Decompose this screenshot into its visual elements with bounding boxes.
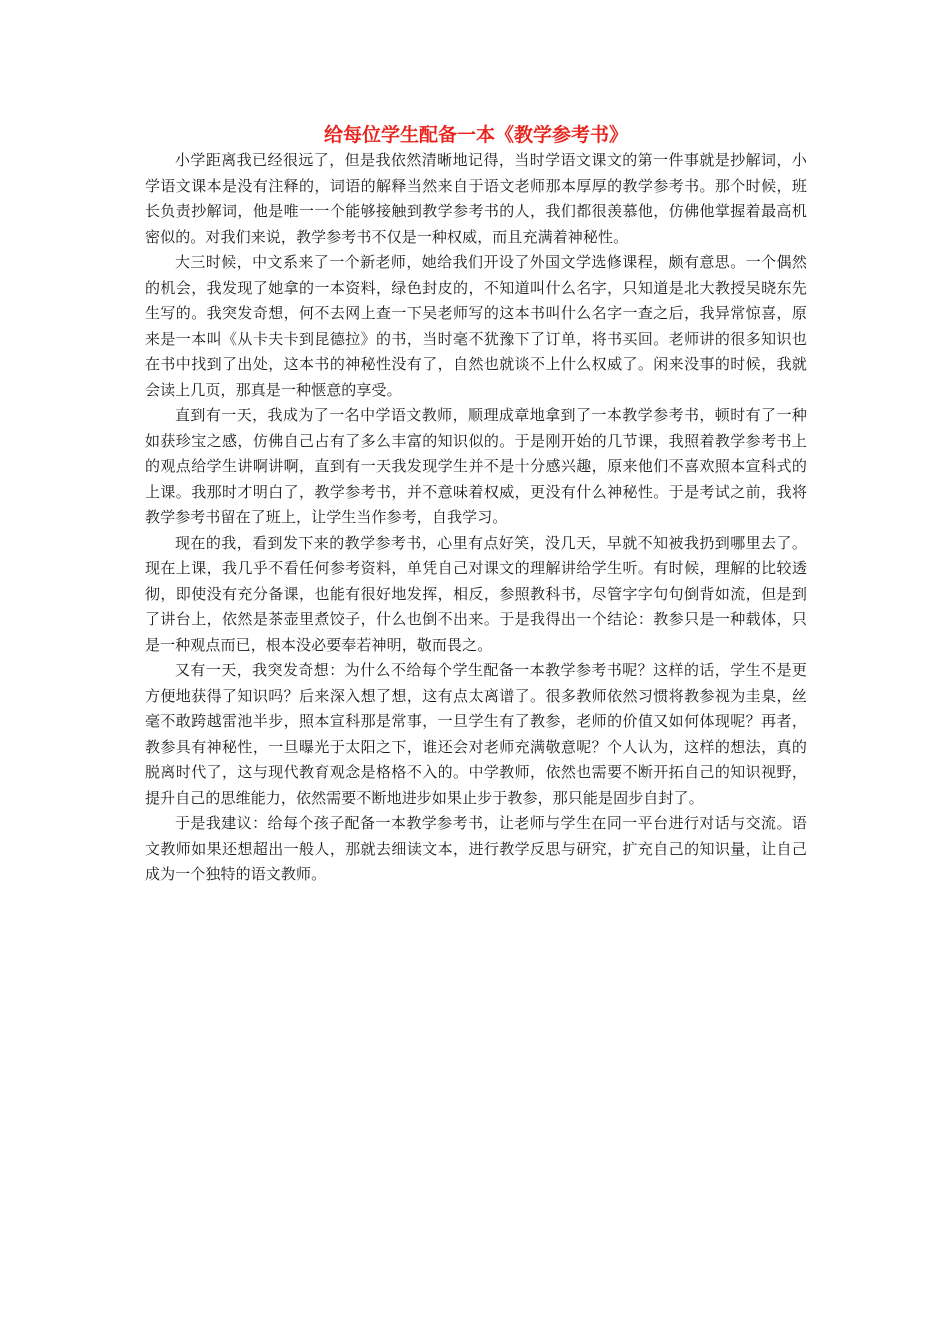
article-title: 给每位学生配备一本《教学参考书》: [323, 124, 628, 146]
article-body: [145, 122, 807, 888]
paragraph-4: 现在的我，看到发下来的教学参考书，心里有点好笑，没几天，早就不知被我扔到哪里去了。现在上课，我几乎不看任何参考资料，单凭自己对课文的理解讲给学生听。有时候，理解的比较透彻，即使没有充分备课，也能有很好地发挥，相反，参照教科书，尽管字字句句倒背如流，但是到了讲台上，依然是茶壶里煮饺子，什么也倒不出来。于是我得出一个结论：教参只是一种载体，只是一种观点而已，根本没必要奉若神明，敬而畏之。: [145, 533, 807, 654]
paragraph-6: 于是我建议：给每个孩子配备一本教学参考书，让老师与学生在同一平台进行对话与交流。语文教师如果还想超出一般人，那就去细读文本，进行教学反思与研究，扩充自己的知识量，让自己成为一个独特的语文教师。: [145, 814, 807, 883]
paragraph-1: 小学距离我已经很远了，但是我依然清晰地记得，当时学语文课文的第一件事就是抄解词，小学语文课本是没有注释的，词语的解释当然来自于语文老师那本厚厚的教学参考书。那个时候，班长负责抄解词，他是唯一一个能够接触到教学参考书的人，我们都很羡慕他，仿佛他掌握着最高机密似的。对我们来说，教学参考书不仅是一种权威，而且充满着神秘性。: [145, 151, 807, 246]
paragraph-5: 又有一天，我突发奇想：为什么不给每个学生配备一本教学参考书呢？这样的话，学生不是更方便地获得了知识吗？后来深入想了想，这有点太离谱了。很多教师依然习惯将教参视为圭臬，丝毫不敢跨越雷池半步，照本宣科那是常事，一旦学生有了教参，老师的价值又如何体现呢？再者，教参具有神秘性，一旦曝光于太阳之下，谁还会对老师充满敬意呢？个人认为，这样的想法，真的脱离时代了，这与现代教育观念是格格不入的。中学教师，依然也需要不断开拓自己的知识视野，提升自己的思维能力，依然需要不断地进步如果止步于教参，那只能是固步自封了。: [145, 661, 807, 807]
paragraph-3: 直到有一天，我成为了一名中学语文教师，顺理成章地拿到了一本教学参考书，顿时有了一种如获珍宝之感，仿佛自己占有了多么丰富的知识似的。于是刚开始的几节课，我照着教学参考书上的观点给学生讲啊讲啊，直到有一天我发现学生并不是十分感兴趣，原来他们不喜欢照本宣科式的上课。我那时才明白了，教学参考书，并不意味着权威，更没有什么神秘性。于是考试之前，我将教学参考书留在了班上，让学生当作参考，自我学习。: [145, 406, 807, 526]
paragraph-2: 大三时候，中文系来了一个新老师，她给我们开设了外国文学选修课程，颇有意思。一个偶然的机会，我发现了她拿的一本资料，绿色封皮的，不知道叫什么名字，只知道是北大教授吴晓东先生写的。我突发奇想，何不去网上查一下吴老师写的这本书叫什么名字一查之后，我异常惊喜，原来是一本叫《从卡夫卡到昆德拉》的书，当时毫不犹豫下了订单，将书买回。老师讲的很多知识也在书中找到了出处，这本书的神秘性没有了，自然也就谈不上什么权威了。闲来没事的时候，我就会读上几页，那真是一种惬意的享受。: [145, 253, 807, 399]
